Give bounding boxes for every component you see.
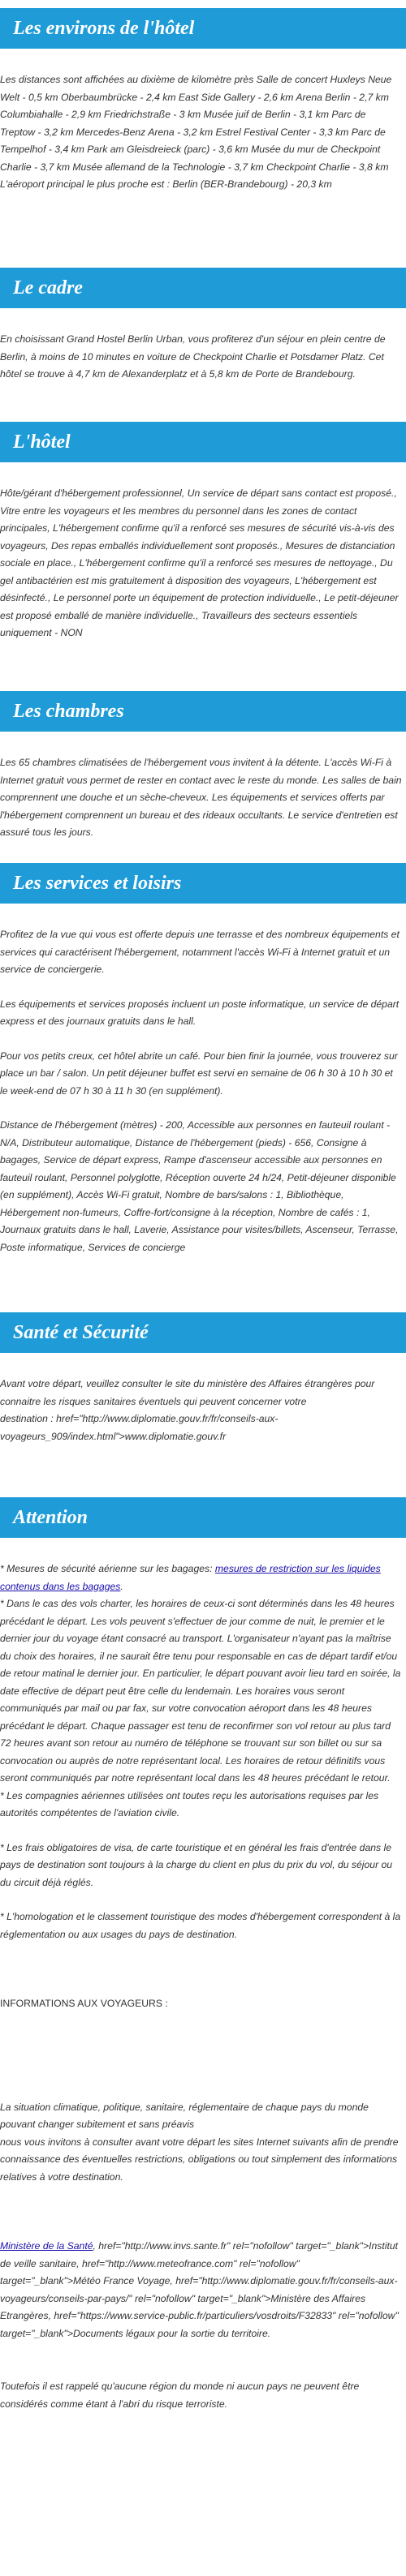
attention-text-1-suffix: . — [120, 1580, 123, 1592]
section-text: Les distances sont affichées au dixième de kilomètre près Salle de concert Huxleys Neue Welt - 0,5 km Oberbaumbrücke - 2,4 km East Side Gallery - 2,6 km Arena Berlin - 2,7 km Columbiahalle - 2,9 km Friedrichstraße - 3 km Musée juif de Berlin - 3,1 km Parc de Treptow - 3,2 km Mercedes-Benz Arena - 3,2 km Estrel Festival Center - 3,3 km Parc de Tempelhof - 3,4 km Park am Gleisdreieck (parc) - 3,6 km Musée du mur de Checkpoint Charlie - 3,7 km Musée allemand de la Technologie - 3,7 km Checkpoint Charlie - 3,8 km L'aéroport principal le plus proche est : Berlin (BER-Brandebourg) - 20,3 km — [0, 74, 392, 190]
attention-text-3: * Les frais obligatoires de visa, de carte touristique et en général les frais d'entrée dans le pays de destination sont toujours à la charge du client en plus du prix du vol, du séjour ou du circuit déjà réglés. — [0, 1841, 393, 1888]
attention-text-1 — [0, 1561, 406, 1595]
section-sante — [0, 1312, 406, 1445]
section-header: L'hôtel — [0, 422, 406, 462]
services-text-1: Profitez de la vue qui vous est offerte depuis une terrasse et des nombreux équipements et services qui caractérisent l'hébergement, notamment l'accès Wi-Fi à Internet gratuit et un service de conciergerie. — [0, 929, 400, 975]
section-header: Les chambres — [0, 691, 406, 732]
attention-text-2: * Dans le cas des vols charter, les horaires de ceux-ci sont déterminés dans les 48 heures précédant le départ. Les vols peuvent s'effectuer de jour comme de nuit, le premier et le dernier jour du voyage étant consacré au transport. L'organisateur n'ayant pas la maîtrise du choix des horaires, il ne saurait être tenu pour responsable en cas de départ tardif et/ou de retour matinal le dernier jour. En particulier, le départ pouvant avoir lieu tard en soirée, la date effective de départ peut être celle du lendemain. Les horaires vous seront communiqués par mail ou par fax, sur votre convocation aéroport dans les 48 heures précédant le départ. Chaque passager est tenu de reconfirmer son vol retour au plus tard 72 heures avant son retour au numéro de téléphone se trouvant sur son billet ou sur sa convocation ou auprès de notre représentant local. Les horaires de retour définitifs vous seront communiqués par notre représentant local dans les 48 heures précédant le retour. * Les compagnies aériennes utilisées ont toutes reçu les autorisations requises par les autorités compétentes de l'aviation civile. — [0, 1598, 401, 1818]
section-environs — [0, 8, 406, 194]
services-text-4: Distance de l'hébergement (mètres) - 200, Accessible aux personnes en fauteuil roulant - N/A, Distributeur automatique, Distance de l'hébergement (pieds) - 656, Consigne à bagages, Service de départ express, Rampe d'ascenseur accessible aux personnes en fauteuil roulant, Personnel polyglotte, Réception ouverte 24 h/24, Petit-déjeuner disponible (en supplément), Accès Wi-Fi gratuit, Nombre de bars/salons : 1, Bibliothèque, Hébergement non-fumeurs, Coffre-fort/consigne à la réception, Nombre de cafés : 1, Journaux gratuits dans le hall, Laverie, Assistance pour visites/billets, Ascenseur, Terrasse, Poste informatique, Services de concierge — [0, 1119, 399, 1253]
travellers-info-heading: INFORMATIONS AUX VOYAGEURS : — [0, 1998, 168, 2009]
section-text: Avant votre départ, veuillez consulter le site du ministère des Affaires étrangères pour connaitre les risques sanitaires éventuels qui peuvent concerner votre destination : href="http://www.diplomatie.gouv.fr/fr/conseils-aux-voyageurs_909/index.html">www.diplomatie.gouv.fr — [0, 1378, 375, 1442]
attention-text-1-prefix: * Mesures de sécurité aérienne sur les bagages: — [0, 1563, 215, 1574]
section-chambres — [0, 691, 406, 842]
attention-text-7 — [0, 2238, 406, 2342]
attention-text-7-rest: , href="http://www.invs.sante.fr" rel="nofollow" target="_blank">Institut de veille sanitaire, href="http://www.meteofrance.com" rel="nofollow" target="_blank">Météo France Voyage, href="http://www.diplomatie.gouv.fr/fr/conseils-aux-voyageurs/conseils-par-pays/" rel="nofollow" target="_blank">Ministère des Affaires Etrangères, href="https://www.service-public.fr/particuliers/vosdroits/F32833" rel="nofollow" target="_blank">Documents légaux pour la sortie du territoire. — [0, 2240, 399, 2339]
attention-text-8: Toutefois il est rappelé qu'aucune région du monde ni aucun pays ne peuvent être considérés comme étant à l'abri du risque terroriste. — [0, 2381, 360, 2410]
section-header: Les environs de l'hôtel — [0, 8, 406, 49]
section-text: Les 65 chambres climatisées de l'hébergement vous invitent à la détente. L'accès Wi-Fi à Internet gratuit vous permet de rester en contact avec le reste du monde. Les salles de bain comprennent une douche et un sèche-cheveux. Les équipements et services offerts par l'hébergement comprennent un bureau et des rideaux occultants. Le service d'entretien est assuré tous les jours. — [0, 757, 402, 838]
attention-text-6: La situation climatique, politique, sanitaire, réglementaire de chaque pays du monde pouvant changer subitement et sans préavis nous vous invitons à consulter avant votre départ les sites Internet suivants afin de prendre connaissance des éventuelles restrictions, obligations ou tout simplement des informations relatives à votre destination. — [0, 2101, 399, 2183]
section-header: Les services et loisirs — [0, 863, 406, 904]
attention-text-4: * L'homologation et le classement touristique des modes d'hébergement correspondent à la réglementation ou aux usages du pays de destination. — [0, 1911, 401, 1940]
section-cadre — [0, 268, 406, 384]
services-text-2: Les équipements et services proposés incluent un poste informatique, un service de départ express et des journaux gratuits dans le hall. — [0, 998, 400, 1027]
ministry-health-link[interactable]: Ministère de la Santé — [0, 2240, 93, 2252]
section-services — [0, 863, 406, 1256]
section-text: En choisissant Grand Hostel Berlin Urban, vous profiterez d'un séjour en plein centre de Berlin, à moins de 10 minutes en voiture de Checkpoint Charlie et Potsdamer Platz. Cet hôtel se trouve à 4,7 km de Alexanderplatz et à 5,8 km de Porte de Brandebourg. — [0, 333, 386, 380]
section-attention — [0, 1497, 406, 2413]
services-text-3: Pour vos petits creux, cet hôtel abrite un café. Pour bien finir la journée, vous trouverez sur place un bar / salon. Un petit déjeuner buffet est servi en semaine de 06 h 30 à 10 h 30 et le week-end de 07 h 30 à 11 h 30 (en supplément). — [0, 1050, 398, 1097]
section-header: Attention — [0, 1497, 406, 1538]
section-header: Santé et Sécurité — [0, 1312, 406, 1353]
section-header: Le cadre — [0, 268, 406, 308]
section-hotel — [0, 422, 406, 642]
liquids-restriction-link[interactable]: mesures de restriction sur les liquides contenus dans les bagages — [0, 1563, 381, 1592]
section-text: Hôte/gérant d'hébergement professionnel, Un service de départ sans contact est proposé., Vitre entre les voyageurs et les membres du personnel dans les zones de contact principales, L'hébergement confirme qu'il a renforcé ses mesures de sécurité vis-à-vis des voyageurs, Des repas emballés individuellement sont proposés., Mesures de distanciation sociale en place., L'hébergement confirme qu'il a renforcé ses mesures de nettoyage., Du gel antibactérien est mis gratuitement à disposition des voyageurs, L'hébergement est désinfecté., Le personnel porte un équipement de protection individuelle., Le petit-déjeuner est proposé emballé de manière individuelle., Travailleurs des secteurs essentiels uniquement - NON — [0, 487, 399, 638]
